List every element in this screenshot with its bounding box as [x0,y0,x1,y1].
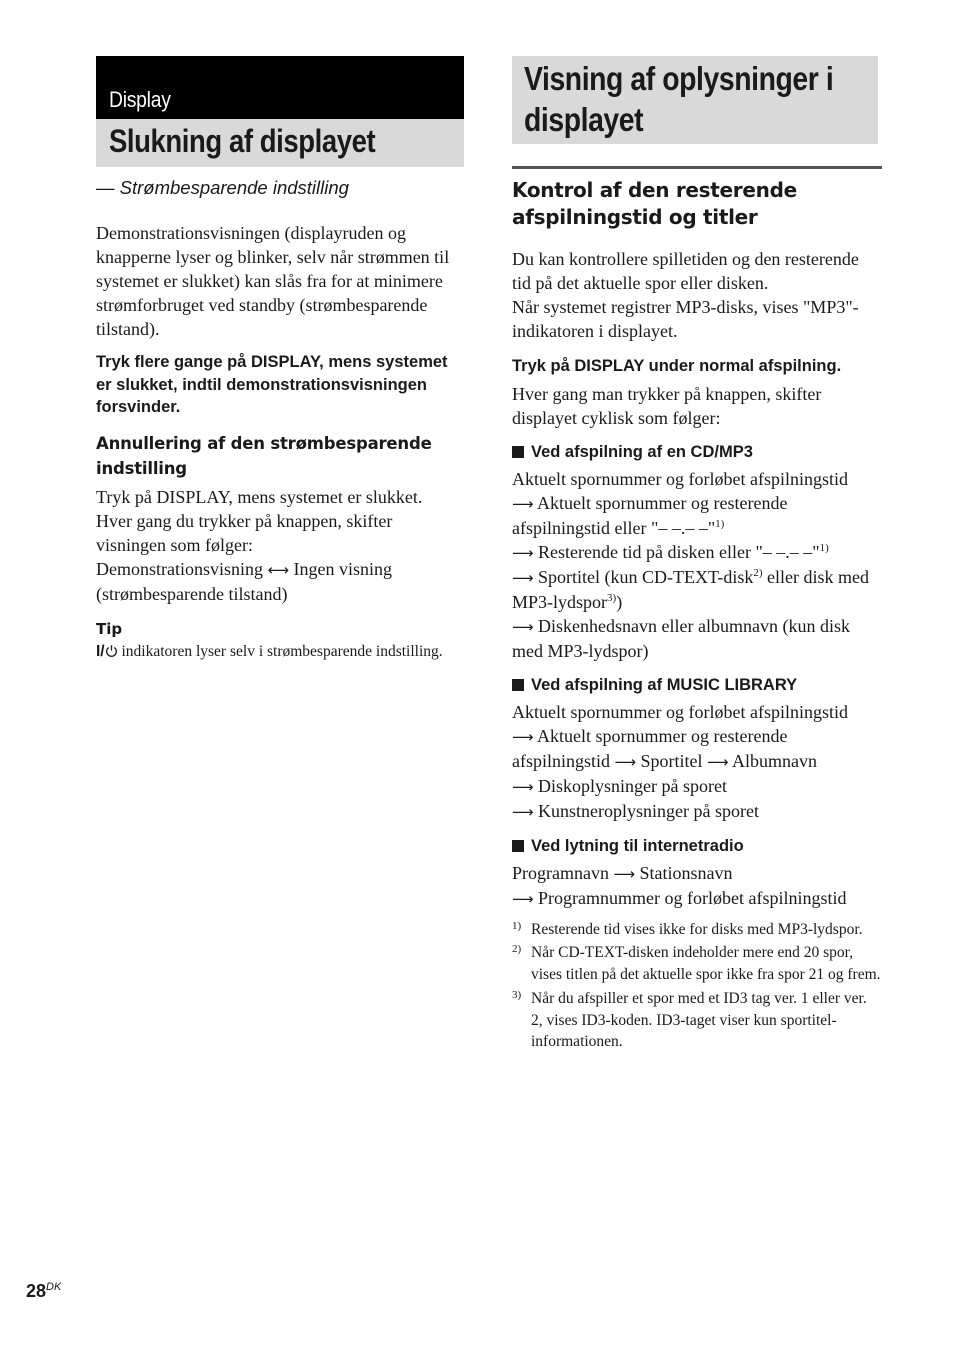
cycle-state-a: Demonstrationsvisning [96,558,263,579]
arrow-icon: ⟶ [614,752,637,771]
ml-cycle-list [512,700,882,824]
footnote-3 [512,988,882,1053]
ml-item-1: Aktuelt spornummer og forløbet afspilningstid [512,701,848,722]
main-title-line-1: Visning af oplysninger i [524,60,834,97]
arrow-icon: ⟶ [512,617,534,636]
arrow-icon: ⟶ [512,889,534,908]
radio-item-3: Programnummer og forløbet afspilningstid [533,887,847,908]
section-header-bar [96,56,464,119]
intro-paragraph-2: Når systemet registrer MP3-disks, vises "MP3"-indikatoren i displayet. [512,297,859,341]
cd-item-5: Diskenhedsnavn eller albumnavn (kun disk med MP3-lydspor) [512,615,850,661]
mode-heading-cd-label: Ved afspilning af en CD/MP3 [531,442,753,461]
arrow-icon: ⟶ [512,802,534,821]
tip-body: indikatoren lyser selv i strømbesparende indstilling. [117,642,443,660]
footnote-ref: 2) [753,566,763,579]
cd-item-4a: Sportitel (kun CD-TEXT-disk [533,566,754,587]
arrow-icon: ⟶ [512,543,534,562]
cd-item-4c: ) [616,591,623,612]
mode-heading-cd [512,441,882,463]
tip-text [96,641,464,663]
ml-item-5: Diskoplysninger på sporet [533,775,727,796]
footnote-number: 1) [512,919,522,932]
cancel-heading: Annullering af den strømbesparende indstilling [96,433,432,478]
ml-item-6: Kunstneroplysninger på sporet [533,800,759,821]
mode-heading-internet-radio [512,835,882,857]
right-column [512,56,882,1053]
square-bullet-icon [512,679,524,691]
footnote-ref: 1) [715,517,725,530]
arrow-icon: ⟶ [512,568,534,587]
cancel-text-1: Tryk på DISPLAY, mens systemet er slukket. [96,486,423,507]
mode-heading-music-library [512,674,882,696]
instruction-step: Tryk på DISPLAY under normal afspilning. [512,357,842,375]
page-number [26,1281,61,1302]
double-arrow-icon: ⟷ [267,560,290,579]
cd-item-3: Resterende tid på disken eller "– –.– –" [533,541,820,562]
arrow-icon: ⟶ [613,864,635,883]
ml-item-4: Albumnavn [728,750,818,771]
cd-cycle-list [512,467,882,663]
left-column [96,56,464,662]
footnote-number: 2) [512,943,522,956]
cycle-state-b: Ingen visning (strømbesparende tilstand) [96,558,393,604]
ml-item-2: Aktuelt spornummer og resterende afspilningstid [512,725,788,771]
mode-heading-ml-label: Ved afspilning af MUSIC LIBRARY [531,675,798,694]
radio-item-1: Programnavn [512,862,609,883]
arrow-icon: ⟶ [512,727,534,746]
ml-item-3: Sportitel [636,750,703,771]
footnote-text: Når CD-TEXT-disken indeholder mere end 20 spor, vises titlen på det aktuelle spor ikke fra spor 21 og frem. [531,944,881,984]
cancel-text-2: Hver gang du trykker på knappen, skifter visningen som følger: [96,510,393,555]
section-label: Display [109,87,171,112]
cycle-description [96,557,464,606]
tip-symbol: I/ [96,642,105,660]
heading-divider [512,166,882,169]
footnote-2 [512,942,882,986]
cd-item-4b: eller disk med MP3-lydspor [512,566,869,612]
footnote-text: Resterende tid vises ikke for disks med MP3-lydspor. [531,920,863,938]
intro-paragraph-1: Du kan kontrollere spilletiden og den resterende tid på det aktuelle spor eller disken. [512,249,859,293]
page-number-suffix: DK [46,1281,62,1293]
footnote-text: Når du afspiller et spor med et ID3 tag ver. 1 eller ver. 2, vises ID3-koden. ID3-taget viser kun sportitel-informationen. [531,989,867,1051]
cd-item-1: Aktuelt spornummer og forløbet afspilningstid [512,468,848,489]
section-title: Slukning af displayet [109,123,376,159]
footnote-1 [512,919,882,941]
footnote-ref: 3) [607,591,617,604]
instruction-text: Hver gang man trykker på knappen, skifter displayet cyklisk som følger: [512,383,822,428]
page-number-value: 28 [26,1281,47,1301]
arrow-icon: ⟶ [707,752,729,771]
main-title-line-2: displayet [524,101,644,138]
intro-paragraph: Demonstrationsvisningen (displayruden og knapperne lyser og blinker, selv når strømmen til systemet er slukket) kan slås fra for at minimere strømforbruget ved standby (strømbesparende tilstand). [96,223,450,339]
footnotes [512,919,882,1054]
footnote-ref: 1) [819,541,829,554]
radio-cycle-list [512,861,882,911]
main-title-box [512,56,878,144]
cd-item-2: Aktuelt spornummer og resterende afspilningstid eller "– –.– –" [512,492,788,538]
mode-heading-radio-label: Ved lytning til internetradio [531,836,744,855]
section-subtitle: — Strømbesparende indstilling [96,177,349,198]
subsection-heading: Kontrol af den resterende afspilningstid og titler [512,178,797,229]
tip-label: Tip [96,619,123,638]
power-icon [105,644,118,658]
arrow-icon: ⟶ [512,777,534,796]
arrow-icon: ⟶ [512,494,534,513]
footnote-number: 3) [512,988,522,1001]
square-bullet-icon [512,840,524,852]
square-bullet-icon [512,446,524,458]
radio-item-2: Stationsnavn [635,862,733,883]
section-title-box [96,119,464,167]
instruction-step: Tryk flere gange på DISPLAY, mens systemet er slukket, indtil demonstrationsvisningen forsvinder. [96,353,448,416]
